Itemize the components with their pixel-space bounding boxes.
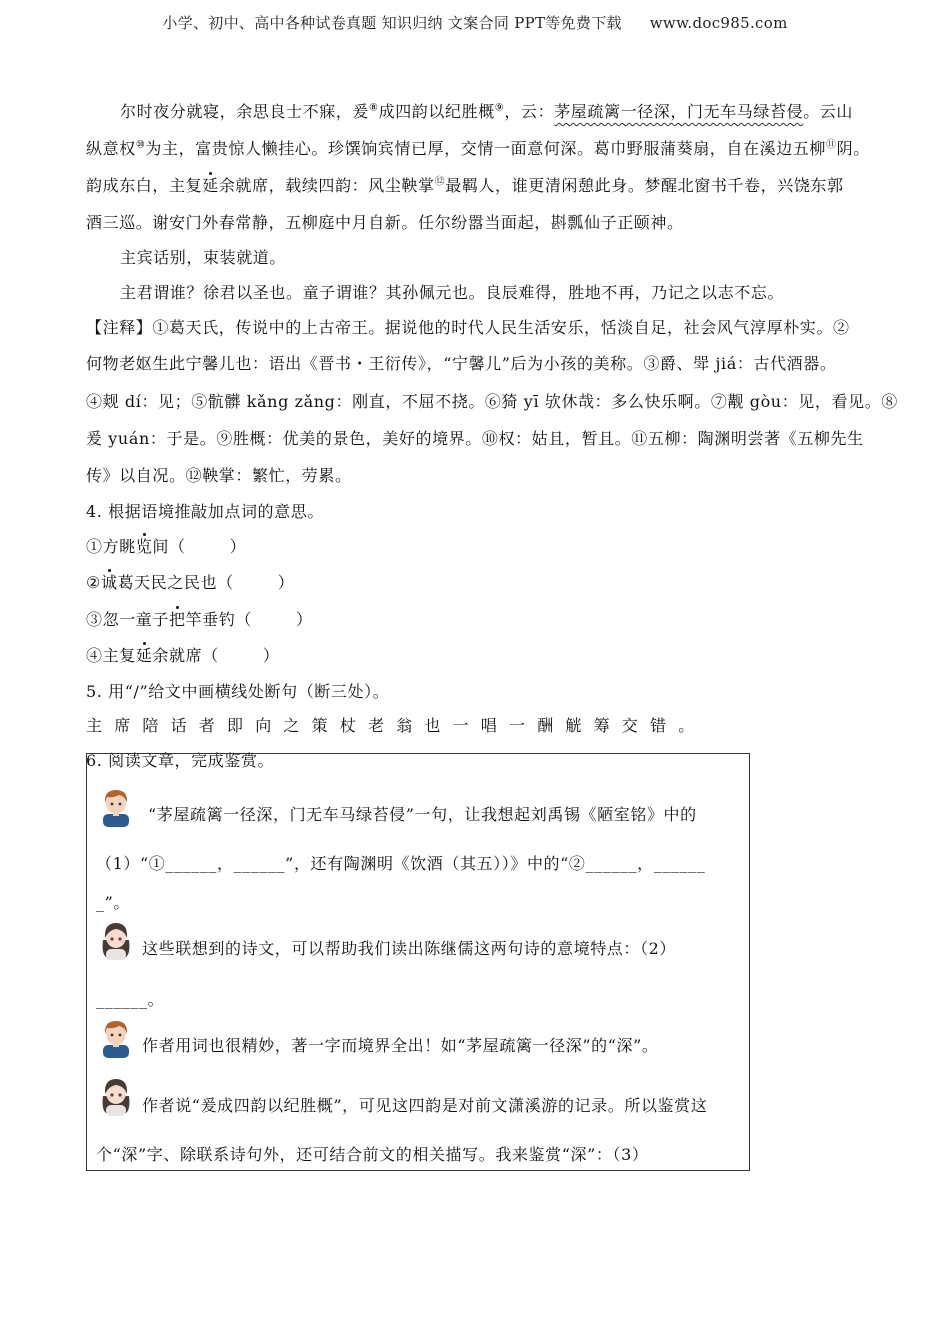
dialogue-line-7: 作者说“爰成四韵以纪胜概”，可见这四韵是对前文潇溪游的记录。所以鉴赏这 bbox=[142, 1096, 708, 1115]
q4-item-1: ①方眺览间（ ） bbox=[86, 535, 246, 559]
dialogue-line-1: “茅屋疏篱一径深，门无车马绿苔侵”一句，让我想起刘禹锡《陋室铭》中的 bbox=[148, 805, 697, 824]
q6-title: 6. 阅读文章，完成鉴赏。 bbox=[86, 751, 275, 770]
passage-line-3: 韵成东白，主复延余就席，载续四韵：风尘鞅掌⑫最羁人，谁更清闲憩此身。梦醒北窗书千卷，兴饶东郭 bbox=[86, 174, 844, 198]
notes-line-2: 何物老妪生此宁馨儿也：语出《晋书・王衍传》，“宁馨儿”后为小孩的美称。③爵、斝 jiá：古代酒器。 bbox=[86, 354, 837, 373]
dialogue-line-4: 这些联想到的诗文，可以帮助我们读出陈继儒这两句诗的意境特点：（2） bbox=[142, 939, 676, 958]
q5-sentence: 主席陪话者即向之策杖老翁也一唱一酬觥筹交错。 bbox=[86, 716, 707, 735]
q5-title: 5. 用“/”给文中画横线处断句（断三处）。 bbox=[86, 682, 390, 701]
notes-line-3: ④觌 dí：见；⑤骯髒 kǎng zǎng：刚直，不屈不挠。⑥猗 yī 欤休哉：多么快乐啊。⑦觏 gòu：见，看见。⑧ bbox=[86, 392, 898, 411]
q4-item-2: ②诚葛天民之民也（ ） bbox=[86, 571, 294, 595]
dialogue-line-3: _”。 bbox=[96, 893, 130, 912]
q4-item-3: ③忽一童子把竿垂钓（ ） bbox=[86, 608, 313, 632]
q4-item-4: ④主复延余就席（ ） bbox=[86, 644, 279, 668]
dialogue-line-6: 作者用词也很精妙，著一字而境界全出！如“茅屋疏篱一径深”的“深”。 bbox=[142, 1036, 659, 1055]
passage-line-5: 主宾话别，束装就道。 bbox=[120, 248, 287, 267]
dialogue-line-8: 个“深”字、除联系诗句外，还可结合前文的相关描写。我来鉴赏“深”：（3） bbox=[96, 1145, 649, 1164]
notes-line-4: 爰 yuán：于是。⑨胜概：优美的景色，美好的境界。⑩权：姑且，暂且。⑪五柳：陶渊明尝著《五柳先生 bbox=[86, 429, 864, 448]
dialogue-line-5: ______。 bbox=[96, 990, 165, 1009]
boy-avatar-icon bbox=[98, 1018, 134, 1058]
notes-line-1: 【注释】①葛天氏，传说中的上古帝王。据说他的时代人民生活安乐，恬淡自足，社会风气淳厚朴实。② bbox=[86, 318, 850, 337]
dialogue-line-2: （1）“①______，______”，还有陶渊明《饮酒（其五））》中的“②______，______ bbox=[96, 854, 706, 873]
girl-avatar-icon bbox=[98, 1076, 134, 1116]
passage-line-4: 酒三巡。谢安门外春常静，五柳庭中月自新。任尔纷嚣当面起，斟瓢仙子正颐神。 bbox=[86, 213, 684, 232]
dotted-word: 延 bbox=[202, 174, 219, 198]
passage-line-1: 尔时夜分就寝，余思良士不寐，爰⑧成四韵以纪胜概⑨，云：茅屋疏篱一径深，门无车马绿苔侵。云山 bbox=[120, 102, 854, 121]
notes-line-5: 传》以自况。⑫鞅掌：繁忙，劳累。 bbox=[86, 466, 352, 485]
boy-avatar-icon bbox=[98, 787, 134, 827]
q4-title: 4. 根据语境推敲加点词的意思。 bbox=[86, 502, 324, 521]
header-site: www.doc985.com bbox=[649, 14, 788, 32]
passage-line-2: 纵意权⑩为主，富贵惊人懒挂心。珍馔饷宾情已厚，交情一面意何深。葛巾野服蒲葵扇，自在溪边五柳⑪阴。 bbox=[86, 139, 870, 158]
girl-avatar-icon bbox=[98, 920, 134, 960]
passage-line-6: 主君谓谁？徐君以圣也。童子谓谁？其孙佩元也。良辰难得，胜地不再，乃记之以志不忘。 bbox=[120, 283, 785, 302]
wavy-underlined-verse: 茅屋疏篱一径深，门无车马绿苔侵 bbox=[554, 102, 804, 121]
page-header bbox=[0, 12, 950, 33]
header-text: 小学、初中、高中各种试卷真题 知识归纳 文案合同 PPT等免费下载 bbox=[162, 14, 622, 32]
